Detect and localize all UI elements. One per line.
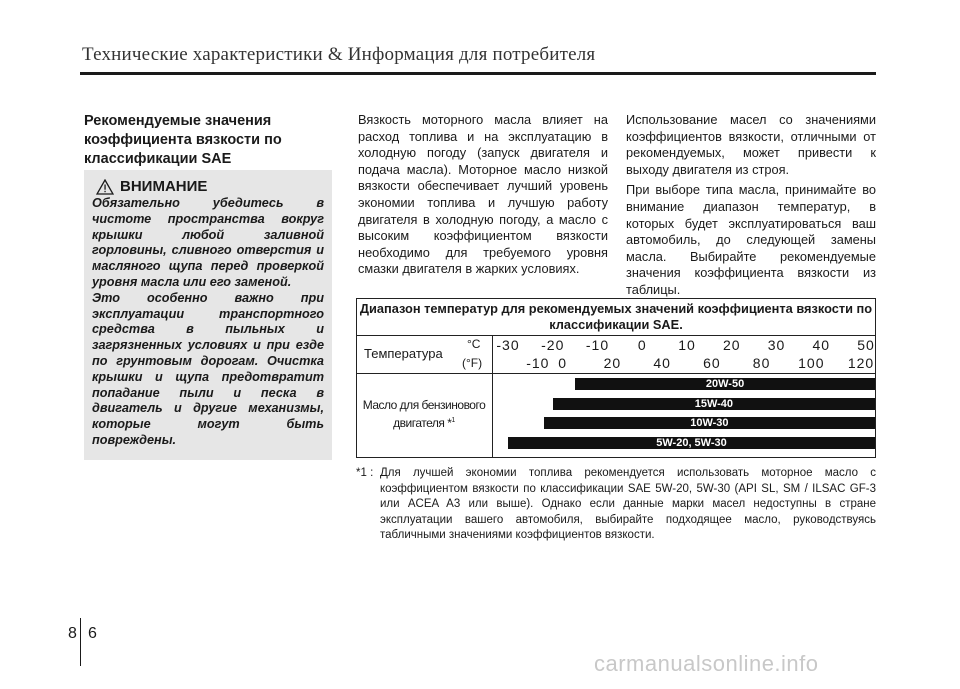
body-column-3 <box>626 112 876 303</box>
fahrenheit-tick-label: 40 <box>653 355 671 371</box>
viscosity-table-title: Диапазон температур для рекомендуемых значений коэффициента вязкости по классификации SAE. <box>359 301 873 332</box>
table-divider <box>356 335 876 336</box>
warning-triangle-icon <box>96 179 114 195</box>
warning-title <box>96 178 207 195</box>
celsius-tick-label: 40 <box>812 337 831 353</box>
oil-grade-bar: 5W-20, 5W-30 <box>508 437 875 449</box>
celsius-tick-label: -30 <box>496 337 520 353</box>
table-divider <box>492 335 493 458</box>
section-heading: Рекомендуемые значения коэффициента вязкости по классификации SAE <box>84 113 282 167</box>
oil-row-label-text: Масло для бензинового двигателя * <box>362 398 486 430</box>
fahrenheit-tick-label: 60 <box>703 355 721 371</box>
celsius-tick-label: 20 <box>722 337 741 353</box>
celsius-tick-label: -20 <box>541 337 565 353</box>
temperature-row-label: Температура <box>364 346 443 361</box>
footnote-marker: 1 <box>451 417 455 424</box>
oil-grade-bar: 20W-50 <box>575 378 875 390</box>
warning-paragraph: Это особенно важно при эксплуатации транспортного средства в пыльных и загрязненных условиях и при езде по грунтовым дорогам. Очистка крышки и щупа предотвратит попадание пыли и песка в двигатель и другие механизмы, которые могут быть повреждены. <box>92 290 324 447</box>
celsius-tick-label: 10 <box>678 337 696 353</box>
warning-paragraph: Обязательно убедитесь в чистоте пространства вокруг крышки любой заливной горловины, сливного отверстия и масляного щупа перед проверкой уровня масла или его заменой. <box>92 196 324 289</box>
fahrenheit-tick-label: 0 <box>558 355 568 371</box>
page-number-divider <box>80 618 81 666</box>
warning-body <box>92 196 324 449</box>
celsius-tick-label: 30 <box>767 337 786 353</box>
page-number: 6 <box>88 625 97 642</box>
fahrenheit-tick-label: -10 <box>526 355 550 371</box>
warning-title-text: ВНИМАНИЕ <box>120 178 208 195</box>
fahrenheit-tick-label: 20 <box>603 355 622 371</box>
body-paragraph: Использование масел со значениями коэффициентов вязкости, отличными от рекомендуемых, может привести к выходу двигателя из строя. <box>626 112 876 177</box>
header-rule <box>80 72 876 75</box>
oil-row-label <box>357 398 491 431</box>
header-title: Технические характеристики & Информация для потребителя <box>82 44 596 65</box>
oil-grade-bar: 15W-40 <box>553 398 875 410</box>
body-column-2 <box>358 112 608 282</box>
table-divider <box>356 373 876 374</box>
celsius-tick-label: 50 <box>857 337 875 353</box>
celsius-tick-label: -10 <box>585 337 610 353</box>
body-paragraph: Вязкость моторного масла влияет на расход топлива и на эксплуатацию в холодную погоду (запуск двигателя и подача масла). Моторное масло низкой вязкости обеспечивает лучший уровень экономии топлива и лучшую работу двигателя в холодную погоду, а масло с высоким коэффициентом вязкости необходимо для требуемого уровня смазки двигателя в жарких условиях. <box>358 112 608 277</box>
body-paragraph: При выборе типа масла, принимайте во внимание диапазон температур, в которых будет эксплуатироваться ваш автомобиль, до следующей замены масла. Выбирайте рекомендуемые значения коэффициента вязкости из таблицы. <box>626 182 876 297</box>
watermark: carmanualsonline.info <box>594 651 819 676</box>
oil-grade-bar: 10W-30 <box>544 417 875 429</box>
celsius-tick-label: 0 <box>637 337 647 353</box>
fahrenheit-unit: (°F) <box>462 356 483 370</box>
fahrenheit-tick-label: 100 <box>798 355 825 371</box>
footnote-marker: *1 : <box>356 467 374 479</box>
celsius-unit: °C <box>467 337 481 351</box>
footnote-text: Для лучшей экономии топлива рекомендуется использовать моторное масло с коэффициентом вязкости по классификации SAE 5W-20, 5W-30 (API SL, SM / ILSAC GF-3 или ACEA A3 или выше). Однако если данные марки масел недоступны в стране эксплуатации вашего автомобиля, выбирайте подходящее масло, руководствуясь табличными значениями коэффициентов вязкости. <box>380 467 876 541</box>
section-number: 8 <box>68 625 77 642</box>
fahrenheit-tick-label: 120 <box>847 355 875 371</box>
fahrenheit-tick-label: 80 <box>752 355 771 371</box>
